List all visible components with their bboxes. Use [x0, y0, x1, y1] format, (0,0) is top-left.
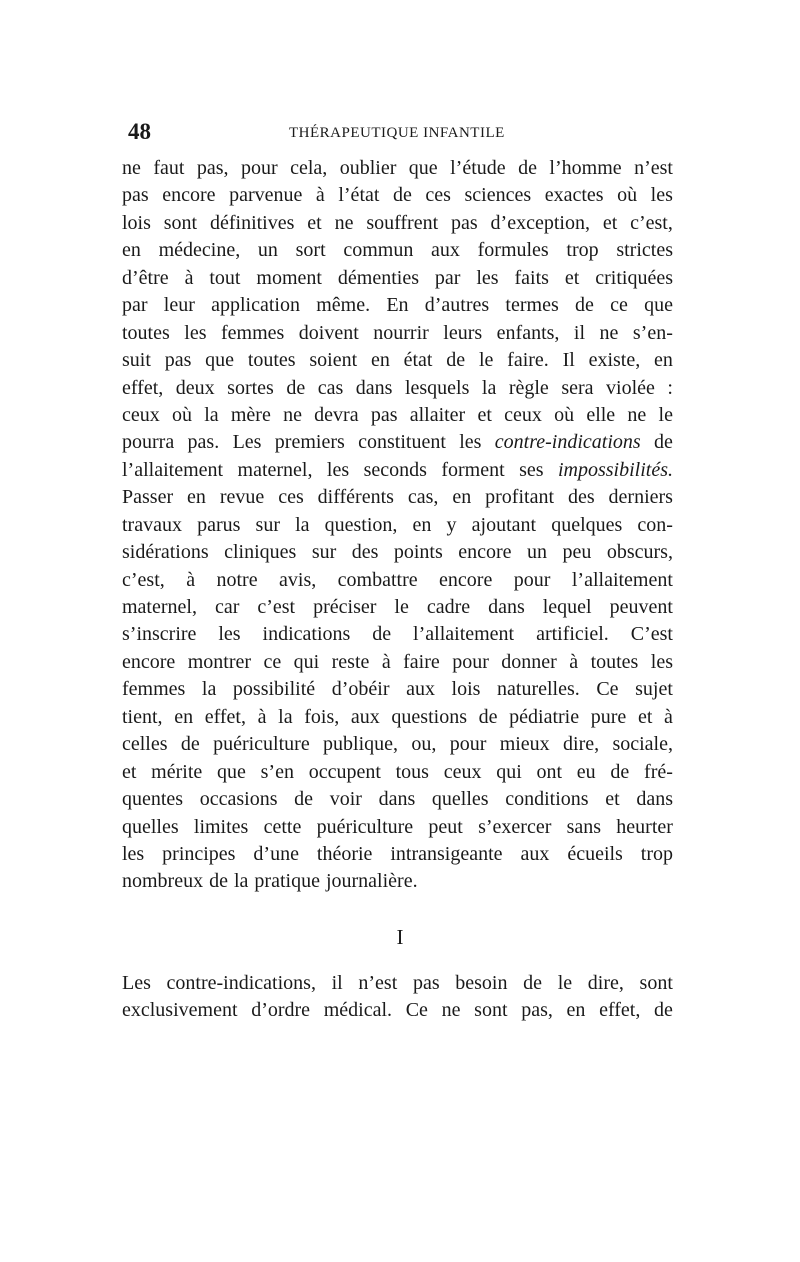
text-line: Les contre-indications, il n’est pas besoin de le dire, sont: [122, 972, 673, 994]
section-heading: I: [396, 925, 404, 949]
text-line: ceux où la mère ne devra pas allaiter et ceux où elle ne le: [122, 403, 673, 426]
text-line: effet, deux sortes de cas dans lesquels la règle sera violée :: [122, 376, 673, 399]
running-head: THÉRAPEUTIQUE INFANTILE: [289, 125, 505, 141]
text-line: toutes les femmes doivent nourrir leurs enfants, il ne s’en-: [122, 321, 673, 344]
text-line: ne faut pas, pour cela, oublier que l’étude de l’homme n’est: [122, 157, 673, 179]
paragraph-main: [122, 155, 673, 896]
text-line: celles de puériculture publique, ou, pour mieux dire, sociale,: [122, 733, 673, 756]
text-line: quelles limites cette puériculture peut s’exercer sans heurter: [122, 815, 673, 838]
text-line: les principes d’une théorie intransigeante aux écueils trop: [122, 842, 673, 865]
text-line: tient, en effet, à la fois, aux questions de pédiatrie pure et à: [122, 705, 673, 728]
text-line: femmes la possibilité d’obéir aux lois naturelles. Ce sujet: [122, 678, 673, 701]
text-line: d’être à tout moment démenties par les faits et critiquées: [122, 266, 673, 289]
text-line: en médecine, un sort commun aux formules trop strictes: [122, 239, 673, 262]
page-header: [128, 120, 672, 144]
text-line: travaux parus sur la question, en y ajoutant quelques con-: [122, 513, 673, 536]
text-line: et mérite que s’en occupent tous ceux qui ont eu de fré-: [122, 760, 673, 783]
text-line: quentes occasions de voir dans quelles conditions et dans: [122, 788, 673, 811]
page-number: 48: [128, 119, 151, 144]
text-line: Passer en revue ces différents cas, en profitant des derniers: [122, 486, 673, 509]
text-line: s’inscrire les indications de l’allaitement artificiel. C’est: [122, 623, 673, 646]
text-line: par leur application même. En d’autres termes de ce que: [122, 294, 673, 317]
text-line: pourra pas. Les premiers constituent les contre-indications de: [122, 431, 673, 454]
text-line: nombreux de la pratique journalière.: [122, 870, 418, 893]
text-line: encore montrer ce qui reste à faire pour donner à toutes les: [122, 650, 673, 673]
text-line: l’allaitement maternel, les seconds forment ses impossibilités.: [122, 458, 673, 481]
text-line: suit pas que toutes soient en état de le faire. Il existe, en: [122, 349, 673, 372]
paragraph-second: [122, 970, 673, 1025]
text-line: maternel, car c’est préciser le cadre dans lequel peuvent: [122, 596, 673, 618]
text-line: pas encore parvenue à l’état de ces sciences exactes où les: [122, 184, 673, 207]
text-line: sidérations cliniques sur des points encore un peu obscurs,: [122, 541, 673, 564]
text-line: exclusivement d’ordre médical. Ce ne sont pas, en effet, de: [122, 999, 673, 1022]
text-line: lois sont définitives et ne souffrent pas d’exception, et c’est,: [122, 211, 673, 234]
text-line: c’est, à notre avis, combattre encore pour l’allaitement: [122, 568, 673, 591]
